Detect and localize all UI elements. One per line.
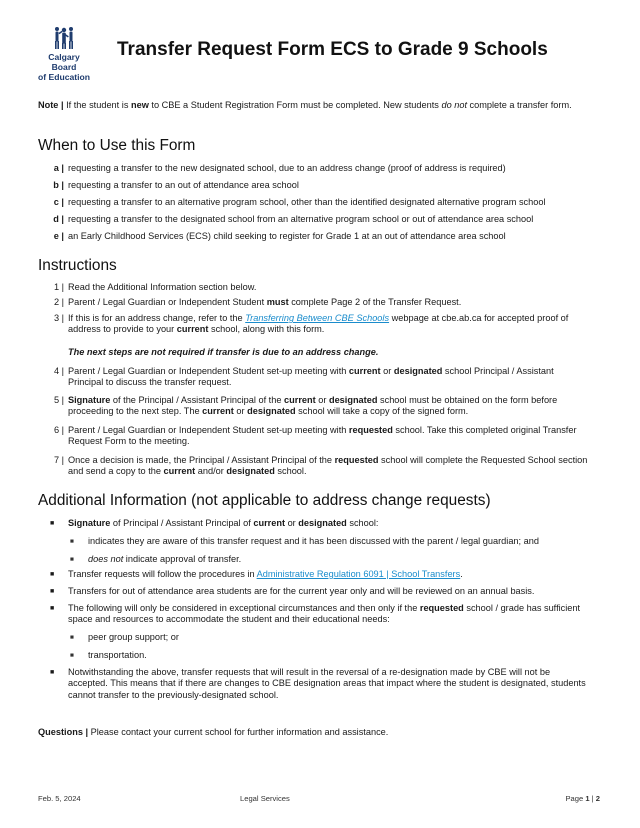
logo-wordmark [36, 52, 92, 82]
text-run: Please contact your current school for further information and assistance. [88, 727, 389, 737]
text-run: cannot transfer to the previously-designated school. [68, 689, 279, 700]
text-run: must [266, 297, 289, 307]
text-run: requested [419, 603, 464, 613]
item-text: transportation. [88, 650, 147, 660]
text-run: current [348, 366, 381, 376]
text-run: Principal to discuss the transfer request. [68, 377, 232, 388]
text-run: Parent / Legal Guardian or Independent Student set-up meeting with [68, 425, 349, 435]
text-run: designated [298, 518, 347, 528]
text-run: of the Principal / Assistant Principal of the [110, 395, 285, 405]
item-text [68, 395, 608, 418]
text-run: Parent / Legal Guardian or Independent Student [68, 297, 267, 307]
item-label: 3 | [53, 313, 64, 323]
text-run: address to provide to your [68, 324, 177, 335]
item-text [68, 569, 608, 580]
text-run: indicate approval of transfer. [123, 554, 242, 564]
item-label: 5 | [53, 395, 64, 405]
item-label: 1 | [53, 282, 64, 292]
text-run: designated [328, 395, 378, 405]
text-run: If the student is [63, 100, 131, 110]
item-text [68, 667, 608, 701]
item-label: a | [53, 163, 64, 173]
item-text [68, 313, 608, 336]
questions-paragraph [38, 727, 388, 737]
text-run: Page [565, 794, 586, 803]
text-run: school / grade has sufficient [463, 603, 581, 613]
text-run: space and resources to accommodate the student and their educational needs: [68, 614, 390, 625]
text-run: school. [274, 466, 307, 477]
item-text: requesting a transfer to the new designated school, due to an address change (proof of address is required) [68, 163, 506, 173]
item-text [68, 366, 608, 389]
item-text [68, 455, 608, 478]
text-run: If this is for an address change, refer to the [68, 313, 246, 323]
text-run: does not [88, 554, 124, 564]
text-run: to CBE a Student Registration Form must be completed. New students [148, 100, 442, 110]
text-run: or [233, 406, 248, 417]
item-label: 6 | [53, 425, 64, 435]
text-run: . [460, 569, 463, 579]
sub-bullet-icon: ■ [70, 634, 74, 641]
text-run: do not [441, 100, 467, 110]
text-run: school Principal / Assistant [442, 366, 554, 376]
text-run: accepted. This means that if there are changes to CBE designation areas that impact where the student is designated, students [68, 678, 586, 689]
note-label: Note | [38, 100, 64, 110]
text-run: webpage at cbe.ab.ca for accepted proof of [389, 313, 569, 323]
footer-date: Feb. 5, 2024 [38, 794, 81, 803]
when-heading: When to Use this Form [38, 137, 196, 154]
text-run: school, along with this form. [208, 324, 325, 335]
item-text: requesting a transfer to an out of attendance area school [68, 180, 299, 190]
note-paragraph [38, 100, 572, 110]
text-run: school must be obtained on the form before [377, 395, 558, 405]
text-run: proceeding to the next step. The [68, 406, 203, 417]
item-text: an Early Childhood Services (ECS) child seeking to register for Grade 1 at an out of attendance area school [68, 231, 506, 241]
item-text: Transfers for out of attendance area students are for the current year only and will be reviewed on an annual basis. [68, 586, 535, 596]
item-label: c | [53, 197, 64, 207]
text-run: Once a decision is made, the Principal / Assistant Principal of the [68, 455, 335, 465]
item-label: d | [53, 214, 64, 224]
bullet-icon: ■ [50, 605, 55, 612]
questions-label: Questions | [38, 727, 89, 737]
text-run: current [163, 466, 196, 477]
text-run: complete a transfer form. [467, 100, 572, 110]
text-run: current [176, 324, 209, 335]
text-run: complete Page 2 of the Transfer Request. [288, 297, 462, 307]
transferring-link[interactable]: Transferring Between CBE Schools [245, 313, 390, 323]
bullet-icon: ■ [50, 669, 55, 676]
text-run: current [202, 406, 234, 417]
item-text: indicates they are aware of this transfer request and it has been discussed with the parent / legal guardian; and [88, 536, 539, 546]
text-run: 1 [585, 794, 590, 803]
text-run: designated [247, 406, 296, 417]
item-text [68, 603, 608, 626]
text-run: current [284, 395, 316, 405]
text-run: designated [226, 466, 275, 477]
item-text: peer group support; or [88, 632, 179, 642]
text-run: and send a copy to the [68, 466, 164, 477]
bullet-icon: ■ [50, 588, 55, 595]
text-run: requested [348, 425, 393, 435]
text-run: The following will only be considered in exceptional circumstances and then only if the [68, 603, 420, 613]
page-title: Transfer Request Form ECS to Grade 9 Schools [117, 39, 548, 60]
text-run: 2 [595, 794, 600, 803]
sub-bullet-icon: ■ [70, 538, 74, 545]
bullet-icon: ■ [50, 571, 55, 578]
text-run: school will complete the Requested School section [378, 455, 588, 465]
text-run: Notwithstanding the above, transfer requests that will result in the reversal of a re-designation made by CBE will not be [68, 667, 551, 677]
item-text [88, 554, 608, 565]
text-run: Parent / Legal Guardian or Independent Student set-up meeting with [68, 366, 349, 376]
footer-center: Legal Services [240, 794, 290, 803]
item-label: 4 | [53, 366, 64, 376]
cbe-logo [36, 26, 92, 82]
item-text [68, 297, 608, 308]
cbe-figures-icon [51, 26, 77, 50]
text-run: | [589, 794, 596, 803]
text-run: Signature [68, 395, 111, 405]
footer-page-number [565, 794, 600, 803]
text-run: or [380, 366, 394, 376]
item-label: 2 | [53, 297, 64, 307]
instructions-heading: Instructions [38, 257, 117, 274]
logo-line: of Education [37, 72, 91, 82]
item-label: b | [53, 180, 64, 190]
sub-bullet-icon: ■ [70, 652, 74, 659]
text-run: Signature [68, 518, 111, 528]
text-run: of Principal / Assistant Principal of [110, 518, 254, 528]
text-run: designated [393, 366, 443, 376]
text-run: school: [346, 518, 379, 528]
bullet-icon: ■ [50, 520, 55, 527]
emphasis-text: The next steps are not required if transfer is due to an address change. [68, 347, 379, 357]
sub-bullet-icon: ■ [70, 556, 74, 563]
text-run: school. Take this completed original Transfer [392, 425, 577, 435]
regulation-6091-link[interactable]: Administrative Regulation 6091 | School Transfers [256, 569, 461, 579]
text-run: or [315, 395, 329, 405]
item-text: requesting a transfer to the designated school from an alternative program school or out of attendance area school [68, 214, 534, 224]
text-run: and/or [195, 466, 227, 477]
additional-heading: Additional Information (not applicable to address change requests) [38, 492, 491, 509]
text-run: school will take a copy of the signed form. [295, 406, 469, 417]
text-run: requested [334, 455, 379, 465]
item-text [68, 425, 608, 448]
item-text [68, 518, 608, 529]
text-run: Transfer requests will follow the procedures in [68, 569, 257, 579]
text-run: or [285, 518, 299, 528]
item-label: 7 | [53, 455, 64, 465]
item-label: e | [53, 231, 64, 241]
item-text: Read the Additional Information section below. [68, 282, 257, 292]
text-run: current [253, 518, 286, 528]
text-run: new [130, 100, 149, 110]
item-text: requesting a transfer to an alternative program school, other than the identified designated alternative program school [68, 197, 546, 207]
logo-line: Calgary Board [48, 52, 80, 72]
text-run: Request Form to the meeting. [68, 436, 190, 447]
